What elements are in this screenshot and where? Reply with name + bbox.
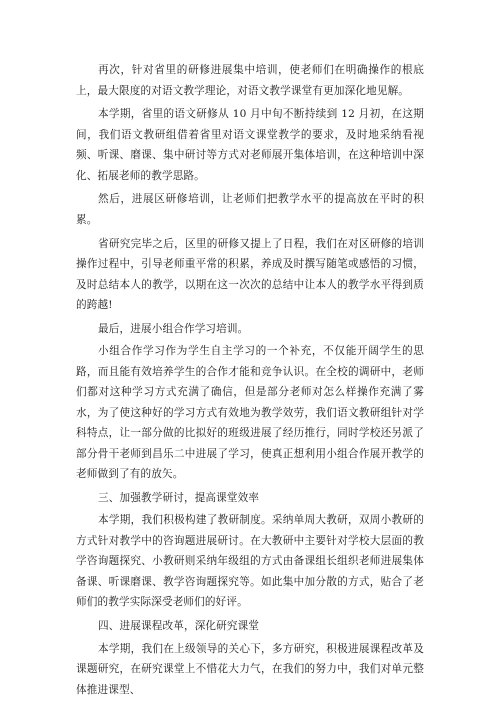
paragraph-provincial-training: 本学期，省里的语文研修从 10 月中旬不断持续到 12 月初，在这期间，我们语文教研组借着省里对语文课堂教学的要求，及时地采纳看视频、听课、磨课、集中研讨等方式对老师展开集体培训，在这种培训中深化、拓展老师的教学思路。 (76, 108, 424, 182)
paragraph-curriculum-reform: 本学期，我们在上级领导的关心下，多方研究，积极进展课程改革及课题研究，在研究课堂上不惜花大力气，在我们的努力中，我们对单元整体推进课型、 (76, 642, 424, 696)
paragraph-teaching-research: 本学期，我们积极构建了教研制度。采纳单周大教研，双周小教研的方式针对教学中的咨询题进展研讨。在大教研中主要针对学校大层面的教学咨询题探究、小教研则采纳年级组的方式由备课组长组织老师进展集体备课、听课磨课、教学咨询题探究等。如此集中加分散的方式，贴合了老师们的教学实际深受老师们的好评。 (76, 514, 424, 609)
paragraph-group-learning: 小组合作学习作为学生自主学习的一个补充，不仅能开阔学生的思路，而且能有效培养学生的合作才能和竞争认识。在全校的调研中，老师们都对这种学习方式充满了确信，但是部分老师对怎么样操作充满了雾水，为了使这种好的学习方式有效地为教学效劳，我们语文教研组针对学科特点，让一部分做的比拟好的班级进展了经历推行，同时学校还另派了部分骨干老师到昌乐二中进展了学习，使真正想利用小组合作展开教学的老师做到了有的放矢。 (76, 345, 424, 481)
paragraph-district-details: 省研究完毕之后，区里的研修又提上了日程，我们在对区研修的培训操作过程中，引导老师重平常的积累，养成及时撰写随笔或感悟的习惯，及时总结本人的教学，以期在这一次次的总结中让本人的教学水平得到质的跨越! (76, 237, 424, 312)
paragraph-group-learning-heading: 最后，进展小组合作学习培训。 (98, 322, 249, 335)
section-heading-curriculum-reform: 四、进展课程改革，深化研究课堂 (98, 620, 260, 633)
paragraph-training-intro: 再次，针对省里的研修进展集中培训，使老师们在明确操作的根底上，最大限度的对语文教学理论，对语文教学课堂有更加深化地见解。 (76, 64, 424, 97)
paragraph-district-training: 然后，进展区研修培训，让老师们把教学水平的提高放在平时的积累。 (76, 193, 424, 226)
section-heading-teaching-research: 三、加强教学研讨，提高课堂效率 (98, 491, 260, 504)
document-body (76, 60, 424, 703)
